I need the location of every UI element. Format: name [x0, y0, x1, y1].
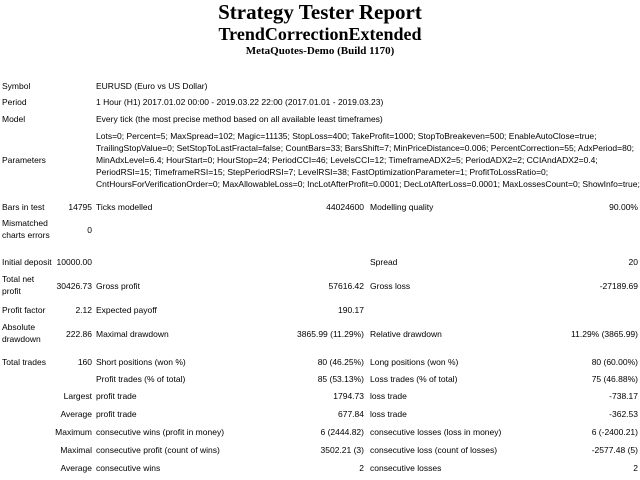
mismatch-label: Mismatched — [2, 218, 48, 228]
profit-trades-value: 85 (53.13%) — [317, 374, 364, 384]
parameters-line: TrailingStopValue=0; SetStopToLastFractal=false; CountBars=33; BarsShift=7; MinPriceDistance=0.006; PercentCorrection=55; AdxPeriod=80; — [96, 143, 634, 153]
server-build: MetaQuotes-Demo (Build 1170) — [245, 45, 395, 57]
expert-name: TrendCorrectionExtended — [218, 24, 422, 44]
mismatch-label: charts errors — [2, 230, 50, 240]
maximal-drawdown-value: 3865.99 (11.29%) — [297, 329, 364, 339]
loss-trades-value: 75 (46.88%) — [591, 374, 638, 384]
profit-factor-value: 2.12 — [75, 305, 92, 315]
period-label: Period — [2, 97, 27, 107]
row-loss-value: 2 — [633, 463, 638, 473]
parameters-label: Parameters — [2, 155, 46, 165]
symbol-label: Symbol — [2, 81, 31, 91]
short-positions-label: Short positions (won %) — [96, 357, 186, 367]
parameters-line: CntHoursForVerificationOrder=0; MaxAllowableLoss=0; IncLotAfterProfit=0.0001; DecLotAfterLoss=0.0001; MaxLossesCount=0; ShowInfo=true; — [96, 179, 640, 189]
quality-label: Modelling quality — [370, 202, 434, 212]
net-profit-label: profit — [2, 286, 21, 296]
row-prefix: Average — [60, 409, 92, 419]
ticks-value: 44024600 — [326, 202, 364, 212]
long-positions-value: 80 (60.00%) — [591, 357, 638, 367]
spread-value: 20 — [628, 257, 638, 267]
model-label: Model — [2, 114, 26, 124]
row-loss-label: loss trade — [370, 391, 407, 401]
row-profit-value: 6 (2444.82) — [320, 427, 364, 437]
row-loss-value: -738.17 — [609, 391, 638, 401]
row-prefix: Maximal — [60, 445, 92, 455]
model-value: Every tick (the most precise method based on all available least timeframes) — [96, 114, 383, 124]
profit-factor-label: Profit factor — [2, 305, 46, 315]
row-loss-value: -362.53 — [609, 409, 638, 419]
absolute-drawdown-value: 222.86 — [66, 329, 92, 339]
row-prefix: Maximum — [55, 427, 92, 437]
row-profit-label: profit trade — [96, 391, 137, 401]
expected-payoff-value: 190.17 — [338, 305, 364, 315]
ticks-label: Ticks modelled — [96, 202, 153, 212]
maximal-drawdown-label: Maximal drawdown — [96, 329, 169, 339]
parameters-line: Lots=0; Percent=5; MaxSpread=102; Magic=11135; StopLoss=400; TakeProfit=1000; StopToBreakeven=500; EnableAutoClose=true; — [96, 131, 597, 141]
row-profit-value: 2 — [359, 463, 364, 473]
gross-loss-label: Gross loss — [370, 281, 411, 291]
gross-loss-value: -27189.69 — [599, 281, 638, 291]
row-loss-label: consecutive losses — [370, 463, 442, 473]
row-loss-label: loss trade — [370, 409, 407, 419]
gross-profit-label: Gross profit — [96, 281, 140, 291]
loss-trades-label: Loss trades (% of total) — [370, 374, 458, 384]
total-trades-label: Total trades — [2, 357, 46, 367]
deposit-value: 10000.00 — [56, 257, 92, 267]
profit-trades-label: Profit trades (% of total) — [96, 374, 186, 384]
row-prefix: Largest — [63, 391, 92, 401]
row-loss-value: 6 (-2400.21) — [591, 427, 638, 437]
row-profit-value: 1794.73 — [333, 391, 364, 401]
parameters-line: PeriodRSI=15; TimeframeRSI=15; StepPeriodRSI=7; LevelRSI=38; FastOptimizationParameter=1; ProfitToLossRatio=0; — [96, 167, 549, 177]
long-positions-label: Long positions (won %) — [370, 357, 459, 367]
absolute-drawdown-label: Absolute — [2, 322, 36, 332]
row-profit-value: 3502.21 (3) — [320, 445, 364, 455]
row-profit-label: consecutive wins (profit in money) — [96, 427, 225, 437]
spread-label: Spread — [370, 257, 398, 267]
row-profit-value: 677.84 — [338, 409, 364, 419]
short-positions-value: 80 (46.25%) — [317, 357, 364, 367]
expected-payoff-label: Expected payoff — [96, 305, 157, 315]
symbol-value: EURUSD (Euro vs US Dollar) — [96, 81, 208, 91]
bars-label: Bars in test — [2, 202, 45, 212]
relative-drawdown-label: Relative drawdown — [370, 329, 442, 339]
bars-value: 14795 — [68, 202, 92, 212]
relative-drawdown-value: 11.29% (3865.99) — [571, 329, 638, 339]
gross-profit-value: 57616.42 — [328, 281, 364, 291]
report-title: Strategy Tester Report — [218, 0, 422, 24]
row-loss-value: -2577.48 (5) — [591, 445, 638, 455]
deposit-label: Initial deposit — [2, 257, 52, 267]
net-profit-label: Total net — [2, 274, 35, 284]
period-value: 1 Hour (H1) 2017.01.02 00:00 - 2019.03.22 22:00 (2017.01.01 - 2019.03.23) — [96, 97, 384, 107]
row-profit-label: profit trade — [96, 409, 137, 419]
row-profit-label: consecutive wins — [96, 463, 161, 473]
row-prefix: Average — [60, 463, 92, 473]
row-loss-label: consecutive loss (count of losses) — [370, 445, 498, 455]
mismatch-value: 0 — [87, 225, 92, 235]
absolute-drawdown-label: drawdown — [2, 334, 41, 344]
net-profit-value: 30426.73 — [56, 281, 92, 291]
quality-value: 90.00% — [609, 202, 638, 212]
parameters-line: MinAdxLevel=6.4; HourStart=0; HourStop=24; PeriodCCI=46; LevelsCCI=12; TimeframeADX2=5; PeriodADX2=2; CCIAndADX2=0.4; — [96, 155, 598, 165]
row-profit-label: consecutive profit (count of wins) — [96, 445, 220, 455]
total-trades-value: 160 — [77, 357, 92, 367]
row-loss-label: consecutive losses (loss in money) — [370, 427, 502, 437]
